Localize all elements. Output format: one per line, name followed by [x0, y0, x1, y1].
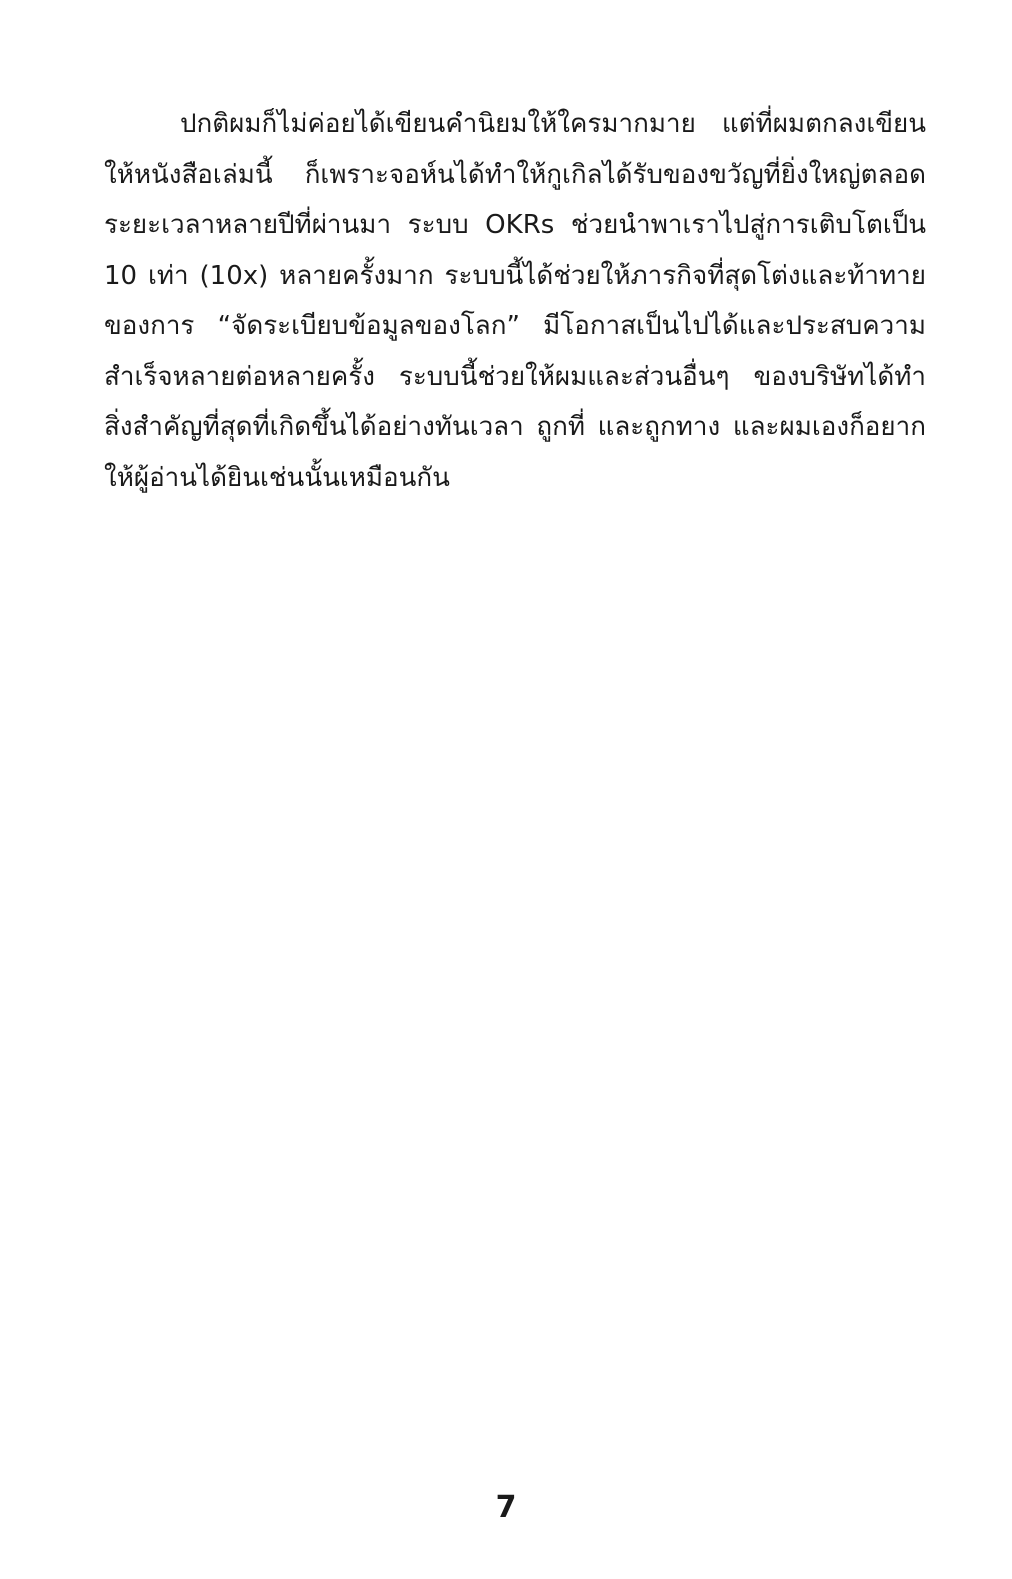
paragraph-line: 10 เท่า (10x) หลายครั้งมาก ระบบนี้ได้ช่วยให้ภารกิจที่สุดโต่งและท้าทาย — [104, 260, 926, 291]
paragraph-line: ให้หนังสือเล่มนี้ ก็เพราะจอห์นได้ทำให้กูเกิลได้รับของขวัญที่ยิ่งใหญ่ตลอด — [104, 159, 926, 190]
paragraph-line: สำเร็จหลายต่อหลายครั้ง ระบบนี้ช่วยให้ผมและส่วนอื่นๆ ของบริษัทได้ทำ — [104, 361, 926, 392]
page-number: 7 — [495, 1490, 517, 1525]
body-paragraph — [104, 99, 926, 503]
paragraph-line: ปกติผมก็ไม่ค่อยได้เขียนคำนิยมให้ใครมากมาย แต่ที่ผมตกลงเขียน — [180, 109, 926, 139]
paragraph-line: ให้ผู้อ่านได้ยินเช่นนั้นเหมือนกัน — [104, 462, 450, 493]
paragraph-line: สิ่งสำคัญที่สุดที่เกิดขึ้นได้อย่างทันเวลา ถูกที่ และถูกทาง และผมเองก็อยาก — [104, 412, 926, 442]
paragraph-line: ของการ “จัดระเบียบข้อมูลของโลก” มีโอกาสเป็นไปได้และประสบความ — [104, 311, 926, 341]
paragraph-line: ระยะเวลาหลายปีที่ผ่านมา ระบบ OKRs ช่วยนำพาเราไปสู่การเติบโตเป็น — [104, 210, 926, 240]
